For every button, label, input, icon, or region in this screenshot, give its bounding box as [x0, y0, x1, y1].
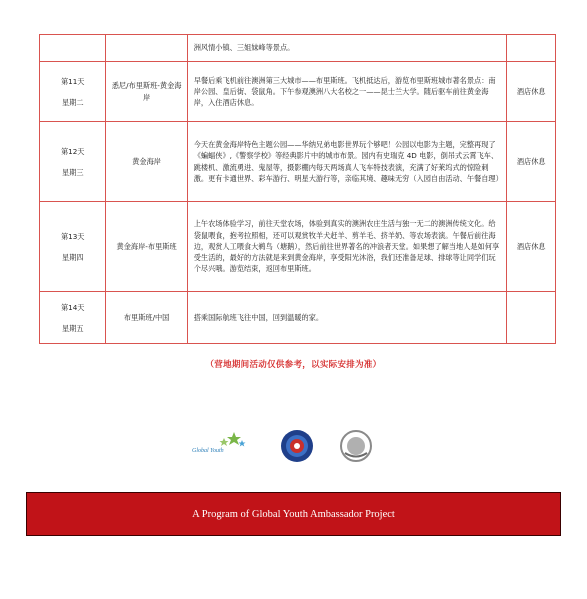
day-cell [40, 292, 106, 344]
route-cell [106, 35, 187, 62]
accommodation-cell [507, 35, 556, 62]
laurel-icon [339, 429, 373, 463]
day-cell [40, 122, 106, 202]
table-row [40, 35, 556, 62]
laurel-emblem-logo [339, 429, 373, 463]
globe-emblem-logo [280, 429, 314, 463]
accommodation-cell: 酒店休息 [507, 62, 556, 122]
accommodation-cell: 酒店休息 [507, 122, 556, 202]
description-cell: 上午农场体验学习，前往天堂农场，体验到真实的澳洲农庄生活与独一无二的澳洲传统文化。给袋鼠喂食，抱考拉照相，还可以观赏牧羊犬赶羊、剪羊毛、挤羊奶、等农场表演。午餐后前往海边，观赏人工喂食大鹈鸟（塘鹅），然后前往世界著名的冲浪者天堂。如果想了解当地人是如何享受生活的，最好的方法就是来到黄金海岸，享受阳光沐浴，我们还准备足球、排球等让同学们玩个尽兴哦。游览结束，返回布里斯班。 [187, 202, 507, 292]
description-cell: 早餐后乘飞机前往澳洲第三大城市——布里斯班。飞机抵达后，游览布里斯班城市著名景点：南岸公园、皇后街、袋鼠角。下午参观澳洲八大名校之一——昆士兰大学。随后驱车前往黄金海岸，入住酒店休息。 [187, 62, 507, 122]
banner-text: A Program of Global Youth Ambassador Project [192, 508, 395, 520]
route-cell: 黄金海岸-布里斯班 [106, 202, 187, 292]
table-row [40, 292, 556, 344]
day-number: 第12天 [60, 146, 85, 156]
description-cell: 今天在黄金海岸特色主题公园——华纳兄弟电影世界玩个够吧！公园以电影为主题，完整再现了《蝙蝠侠》,《警察学校》等经典影片中的城市布景。园内有史瑞克 4D 电影，倒吊式云霄飞车、跳楼机、激流勇进、鬼屋等，摄影棚内每天两场真人飞车特技表演，充满了好莱坞式的惊险刺激。更有卡通世界、彩车游行、明星大游行等，亲临其境、趣味无穷（入园自由活动、午餐自理） [187, 122, 507, 202]
day-number: 第13天 [60, 231, 85, 241]
accommodation-cell: 酒店休息 [507, 202, 556, 292]
day-cell [40, 202, 106, 292]
table-row [40, 62, 556, 122]
route-cell: 布里斯班/中国 [106, 292, 187, 344]
svg-text:Global Youth: Global Youth [192, 448, 224, 454]
route-cell: 黄金海岸 [106, 122, 187, 202]
description-cell: 搭乘国际航班飞往中国，回到温暖的家。 [187, 292, 507, 344]
globe-icon [280, 429, 314, 463]
accommodation-cell [507, 292, 556, 344]
gyap-star-icon [190, 430, 252, 464]
program-banner [26, 492, 561, 536]
day-number: 第11天 [60, 76, 85, 86]
weekday: 星期四 [61, 252, 84, 262]
day-number: 第14天 [60, 302, 85, 312]
table-row [40, 202, 556, 292]
description-cell: 洲风情小镇、三姐妹峰等景点。 [187, 35, 507, 62]
route-cell: 悉尼/布里斯班-黄金海岸 [106, 62, 187, 122]
table-row [40, 122, 556, 202]
disclaimer-note: （营地期间活动仅供参考，以实际安排为准） [205, 360, 382, 370]
itinerary-table-wrapper [39, 34, 556, 344]
day-cell [40, 35, 106, 62]
logo-strip [0, 420, 587, 470]
weekday: 星期二 [61, 97, 84, 107]
weekday: 星期五 [61, 323, 84, 333]
day-cell [40, 62, 106, 122]
weekday: 星期三 [61, 167, 84, 177]
gyap-logo [190, 430, 252, 464]
itinerary-table [39, 34, 556, 344]
